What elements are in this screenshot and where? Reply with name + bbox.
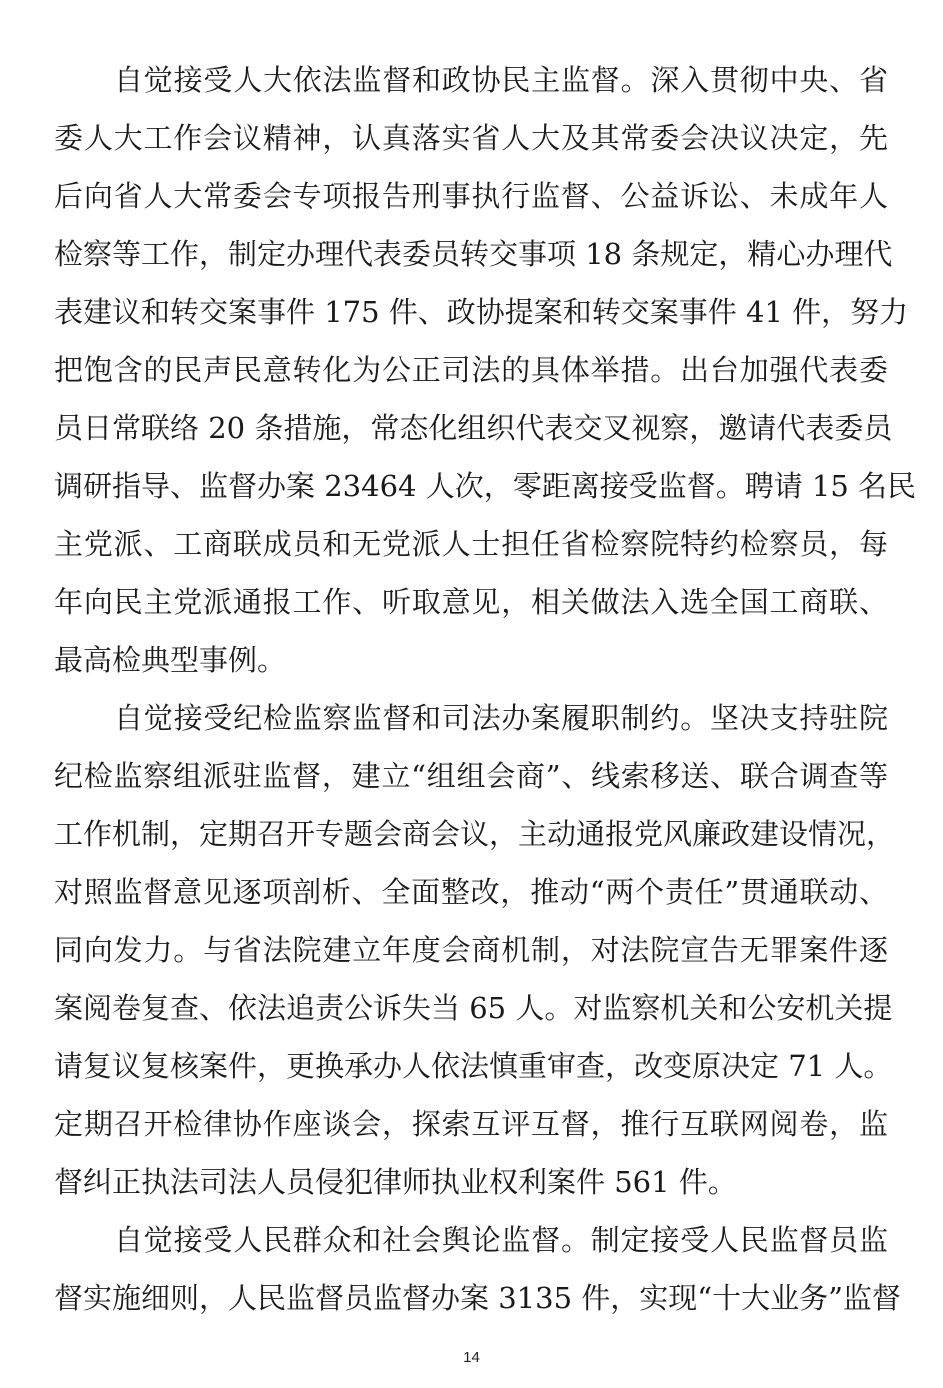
paragraph-line: 自觉接受人大依法监督和政协民主监督。深入贯彻中央、省	[114, 63, 888, 97]
paragraph-line: 主党派、工商联成员和无党派人士担任省检察院特约检察员，每	[54, 527, 888, 561]
paragraph-line: 把饱含的民声民意转化为公正司法的具体举措。出台加强代表委	[54, 353, 888, 387]
paragraph-line: 检察等工作，制定办理代表委员转交事项 18 条规定，精心办理代	[54, 237, 893, 271]
paragraph-line: 委人大工作会议精神，认真落实省人大及其常委会决议决定，先	[54, 121, 888, 155]
paragraph-line: 调研指导、监督办案 23464 人次，零距离接受监督。聘请 15 名民	[54, 469, 917, 503]
paragraph-line: 督纠正执法司法人员侵犯律师执业权利案件 561 件。	[54, 1165, 737, 1199]
paragraph-line: 同向发力。与省法院建立年度会商机制，对法院宣告无罪案件逐	[54, 933, 888, 967]
paragraph-line: 最高检典型事例。	[54, 643, 287, 677]
page-number: 14	[463, 1349, 480, 1366]
paragraph-line: 纪检监察组派驻监督，建立“组组会商”、线索移送、联合调查等	[54, 759, 888, 793]
paragraph-line: 自觉接受人民群众和社会舆论监督。制定接受人民监督员监	[114, 1223, 888, 1257]
paragraph-line: 自觉接受纪检监察监督和司法办案履职制约。坚决支持驻院	[114, 701, 888, 735]
paragraph-line: 表建议和转交案事件 175 件、政协提案和转交案事件 41 件，努力	[54, 295, 909, 329]
paragraph-line: 定期召开检律协作座谈会，探索互评互督，推行互联网阅卷，监	[54, 1107, 888, 1141]
paragraph-line: 年向民主党派通报工作、听取意见，相关做法入选全国工商联、	[54, 585, 888, 619]
paragraph-line: 对照监督意见逐项剖析、全面整改，推动“两个责任”贯通联动、	[54, 875, 888, 909]
paragraph-line: 案阅卷复查、依法追责公诉失当 65 人。对监察机关和公安机关提	[54, 991, 893, 1025]
paragraph-line: 工作机制，定期召开专题会商会议，主动通报党风廉政建设情况，	[54, 817, 896, 851]
paragraph-line: 后向省人大常委会专项报告刑事执行监督、公益诉讼、未成年人	[54, 179, 888, 213]
paragraph-line: 请复议复核案件，更换承办人依法慎重审查，改变原决定 71 人。	[54, 1049, 893, 1083]
paragraph-line: 督实施细则，人民监督员监督办案 3135 件，实现“十大业务”监督	[54, 1281, 901, 1315]
paragraph-line: 员日常联络 20 条措施，常态化组织代表交叉视察，邀请代表委员	[54, 411, 893, 445]
